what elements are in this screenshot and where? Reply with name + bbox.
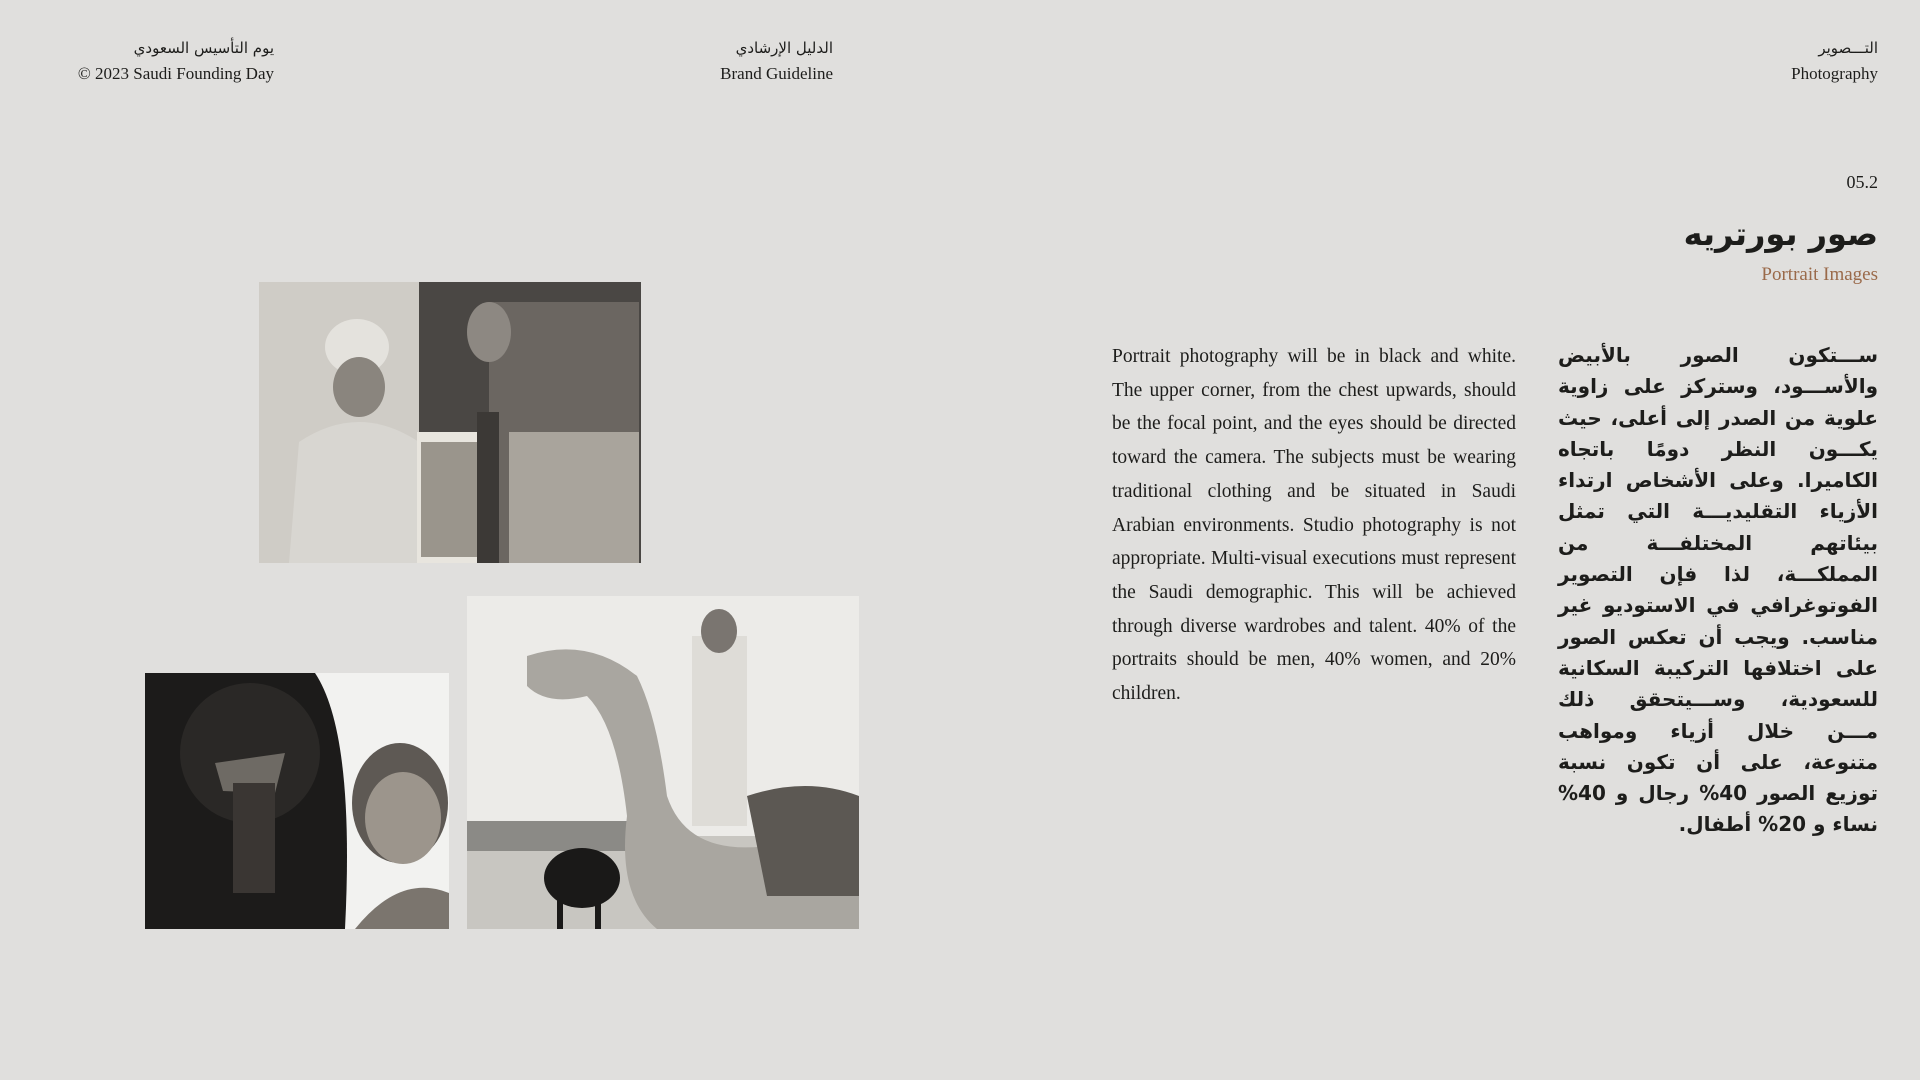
body-text-english: Portrait photography will be in black and white. The upper corner, from the chest upwards, should be the focal point, and the eyes should be directed toward the camera. The subjects must be wearing traditional clothing and be situated in Saudi Arabian environments. Studio photography is not appropriate. Multi-visual executions must represent the Saudi demographic. This will be achieved through diverse wardrobes and talent. 40% of the portraits should be men, 40% women, and 20% children.: [1112, 346, 1516, 705]
header-right-english: Photography: [1791, 64, 1878, 83]
header-middle-arabic: الدليل الإرشادي: [735, 39, 833, 57]
header-left-english: © 2023 Saudi Founding Day: [77, 64, 274, 83]
section-title-arabic: صور بورتريه: [1683, 215, 1878, 253]
section-title-english: Portrait Images: [1761, 264, 1878, 285]
header-right: [1578, 36, 1878, 86]
header-left: [54, 36, 274, 86]
woman-child-photo: [145, 673, 449, 929]
camel-photo: [467, 596, 859, 929]
section-number: 05.2: [1846, 172, 1878, 192]
header-middle-english: Brand Guideline: [720, 64, 833, 83]
body-text-arabic: ســـتكون الصور بالأبيض والأســـود، وستركز على زاوية علوية من الصدر إلى أعلى، حيث يكـــون النظر دومًا باتجاه الكاميرا. وعلى الأشخاص ارتداء الأزياء التقليديـــة التي تمثل بيئاتهم المختلفـــة من المملكـــة، لذا فإن التصوير الفوتوغرافي في الاستوديو غير مناسب. ويجب أن تعكس الصور على اختلافها التركيبة السكانية للسعودية، وســـيتحقق ذلك مـــن خلال أزياء ومواهب متنوعة، على أن تكون نسبة توزيع الصور 40% رجال و 40% نساء و 20% أطفال.: [1558, 343, 1878, 837]
header-left-arabic: يوم التأسيس السعودي: [133, 39, 274, 57]
header-middle: [610, 36, 833, 86]
craftsman-photo: [259, 282, 641, 563]
header-right-arabic: التـــصوير: [1818, 39, 1878, 57]
